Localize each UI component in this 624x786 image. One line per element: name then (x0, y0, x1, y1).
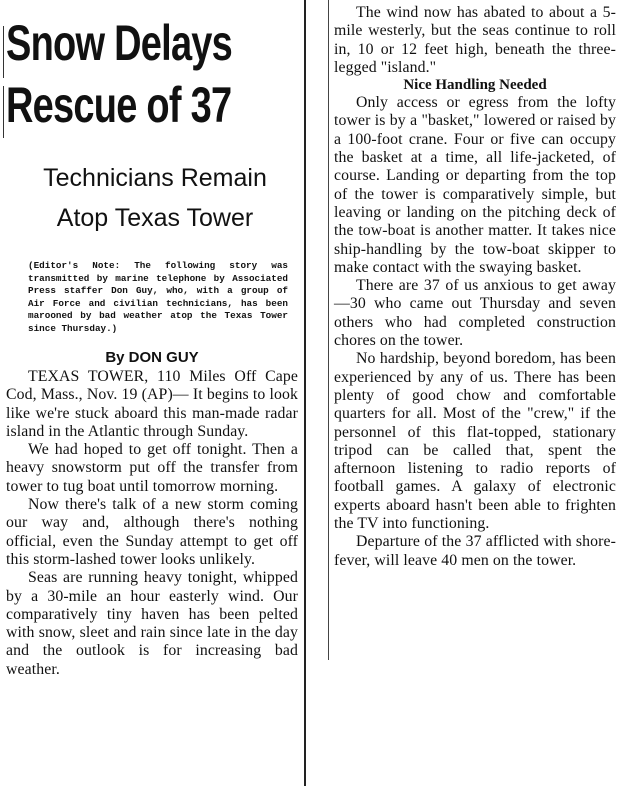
subheadline (6, 158, 298, 238)
byline: By DON GUY (105, 349, 199, 366)
right-column (334, 4, 616, 570)
subheadline-line-1: Technicians Remain (43, 164, 267, 192)
margin-mark (3, 86, 4, 138)
article-paragraph: There are 37 of us anxious to get away—30 who came out Thursday and seven others who had completed construction chores on the tower. (334, 277, 616, 350)
article-paragraph: TEXAS TOWER, 110 Miles Off Cape Cod, Mass., Nov. 19 (AP)— It begins to look like we're stuck aboard this man-made radar island in the Atlantic through Sunday. (6, 368, 298, 440)
article-paragraph: We had hoped to get off tonight. Then a heavy snowstorm put off the transfer from tower to tug boat until tomorrow morning. (6, 441, 298, 495)
article-paragraph: Only access or egress from the lofty tower is by a "basket," lowered or raised by a 100-foot crane. Four or five can occupy the basket at a time, all life-jacketed, of course. Landing or departing from the top of the tower is comparatively simple, but leaving or landing on the pitching deck of the tow-boat is another matter. It takes nice ship-handling by the tow-boat skipper to make contact with the swaying basket. (334, 94, 616, 276)
column-rule-inner (328, 0, 329, 660)
headline-line-1: Snow Delays (6, 15, 233, 71)
article-paragraph: Seas are running heavy tonight, whipped by a 30-mile an hour easterly wind. Our comparatively tiny haven has been pelted with snow, sleet and rain since late in the day and the outlook is for increasing bad weather. (6, 569, 298, 678)
left-column (6, 4, 298, 679)
editors-note: (Editor's Note: The following story was transmitted by marine telephone by Associated Press staffer Don Guy, who, with a group of Air Force and civilian technicians, has been marooned by bad weather atop the Texas Tower since Thursday.) (28, 260, 288, 334)
article-paragraph: The wind now has abated to about a 5-mile westerly, but the seas continue to roll in, 10 or 12 feet high, beneath the three-legged "island." (334, 4, 616, 76)
article-paragraph: Now there's talk of a new storm coming our way and, although there's nothing official, even the Sunday attempt to get off this storm-lashed tower looks unlikely. (6, 496, 298, 568)
column-rule (304, 0, 306, 786)
article-paragraph: Departure of the 37 afflicted with shore-fever, will leave 40 men on the tower. (334, 533, 616, 569)
article-paragraph: No hardship, beyond boredom, has been experienced by any of us. There has been plenty of good chow and comfortable quarters for all. Most of the "crew," if the personnel of this flat-topped, stationary tripod can be called that, spent the afternoon listening to radio reports of football games. A galaxy of electronic experts aboard hasn't been able to frighten the TV into functioning. (334, 350, 616, 533)
margin-mark (3, 26, 4, 78)
headline-line-2: Rescue of 37 (6, 77, 232, 133)
section-heading: Nice Handling Needed (403, 77, 547, 94)
subheadline-line-2: Atop Texas Tower (56, 204, 254, 232)
headline (6, 12, 298, 136)
